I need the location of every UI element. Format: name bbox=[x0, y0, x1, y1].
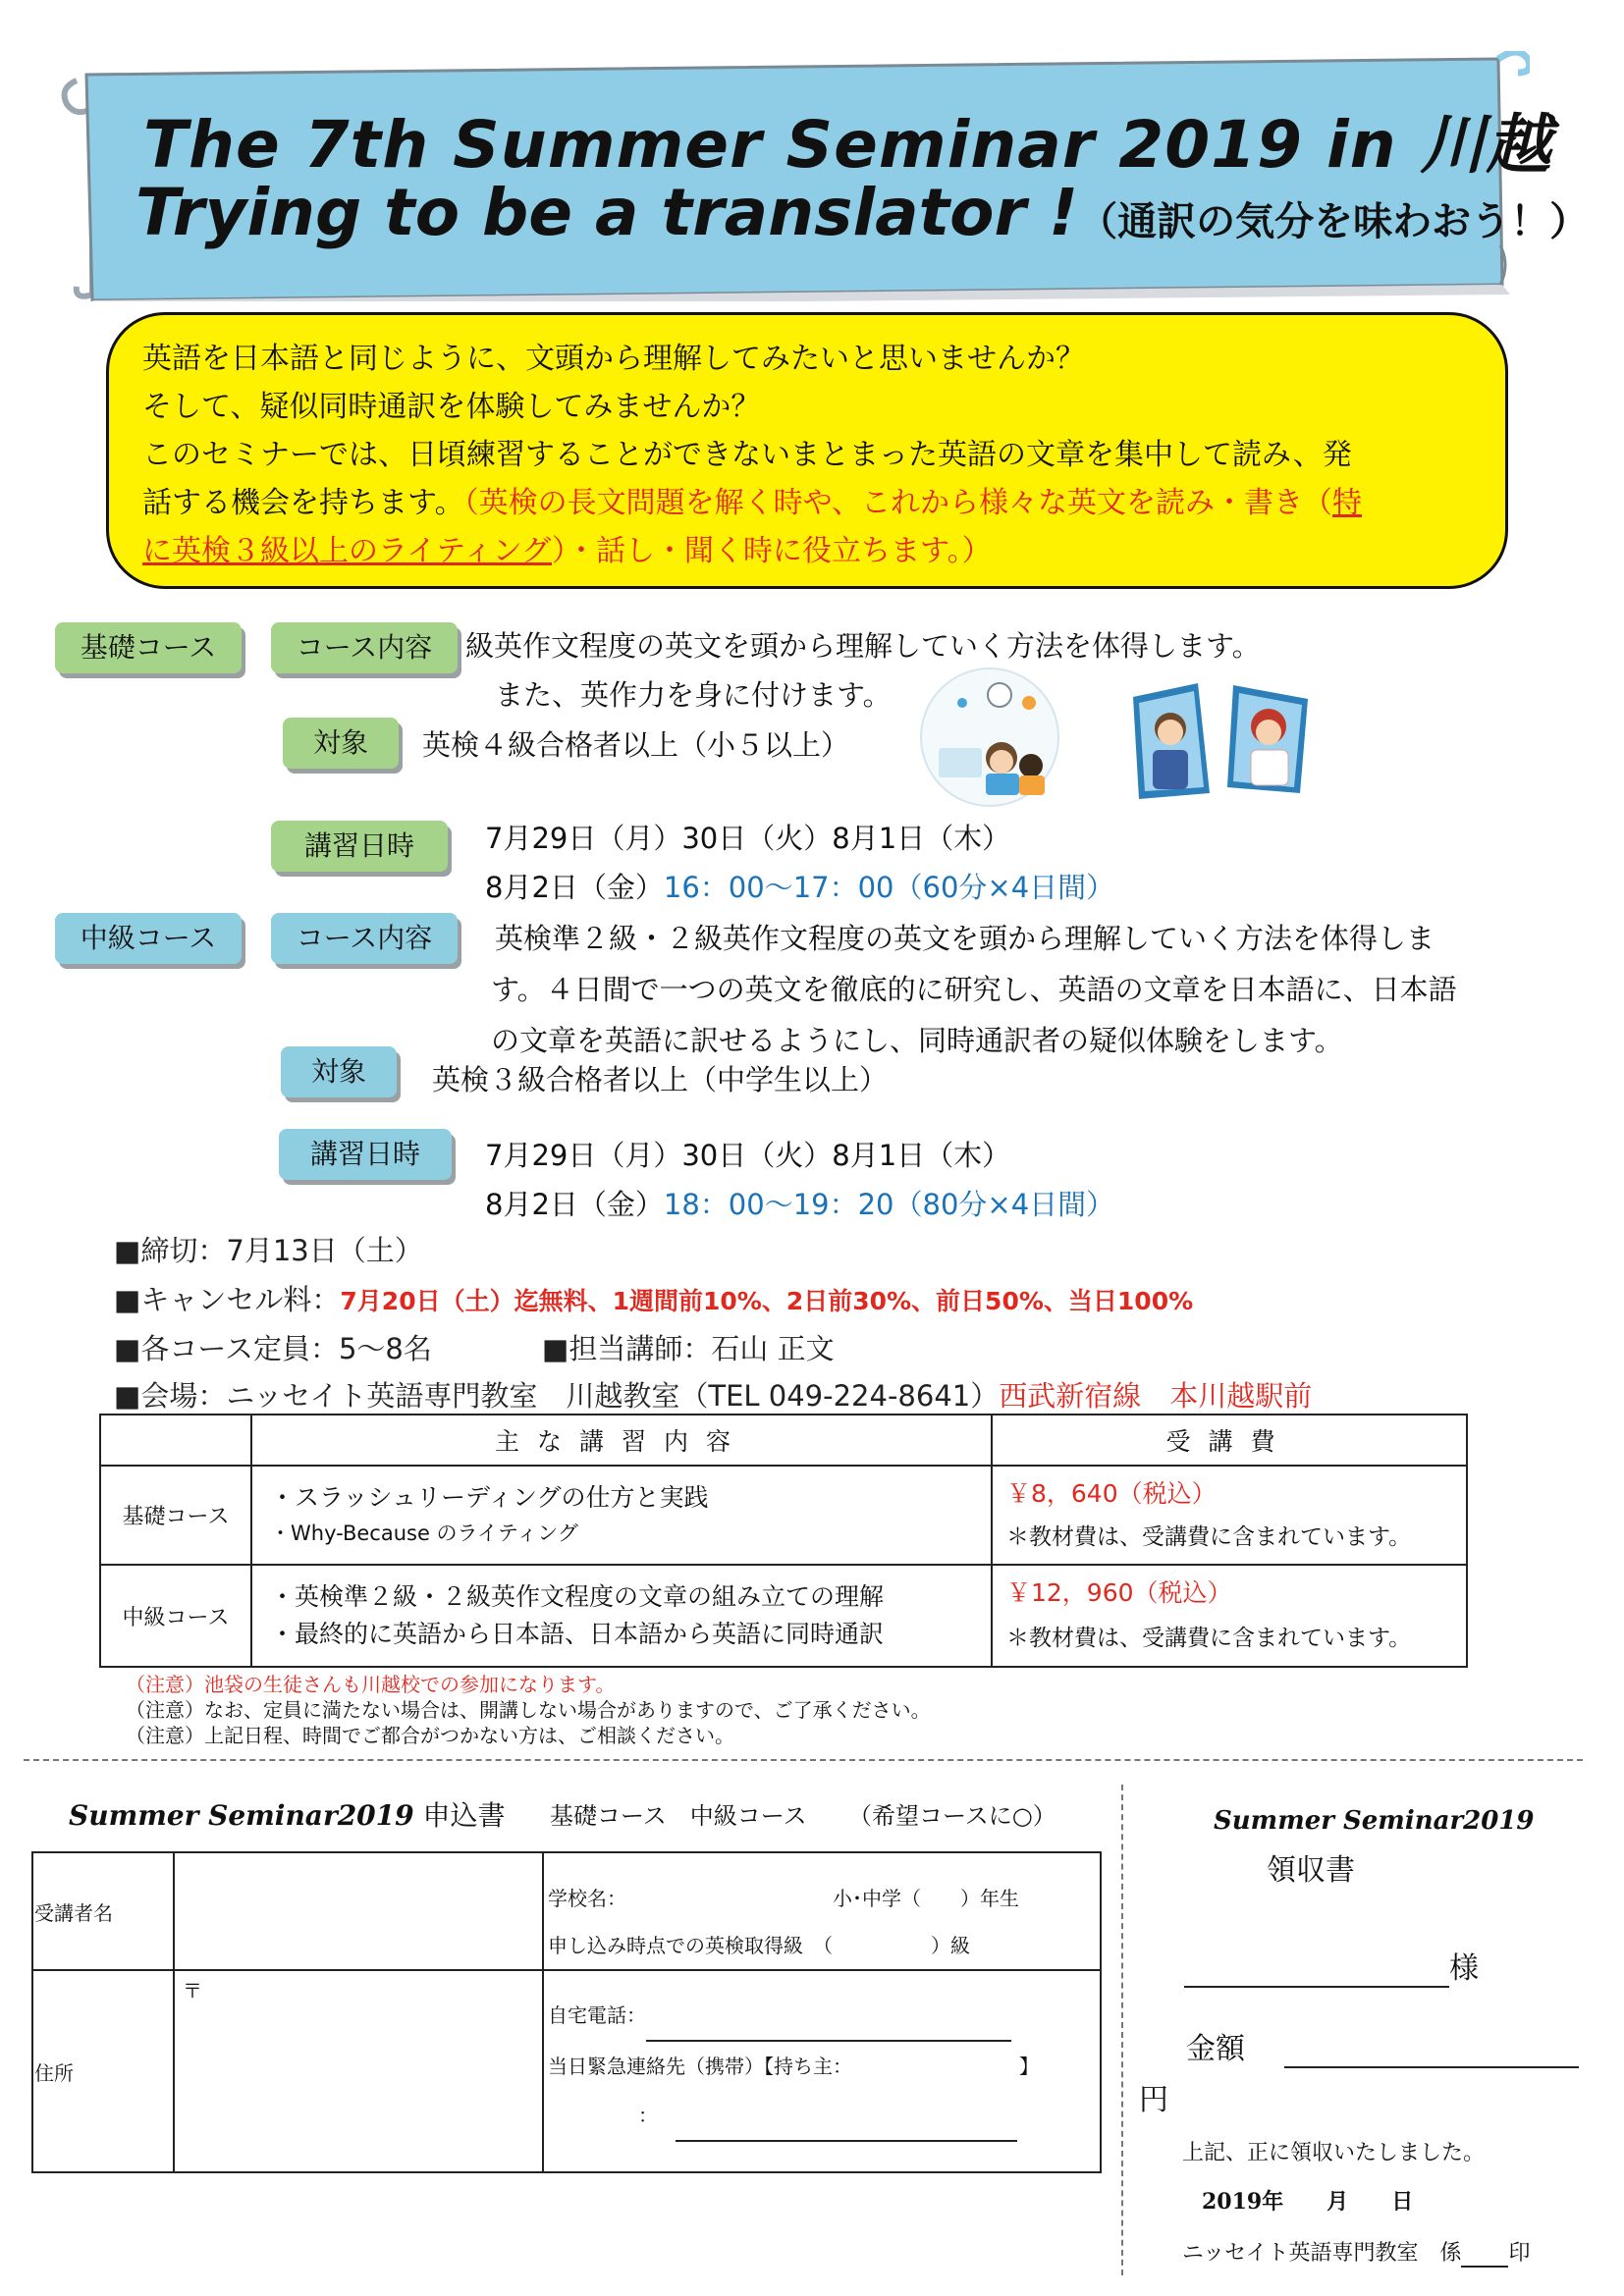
receipt-sama: 様 bbox=[1449, 1951, 1479, 1986]
application-title-en: Summer Seminar2019 bbox=[69, 1799, 414, 1832]
intermediate-content-tag: コース内容 bbox=[271, 913, 458, 964]
basic-content-line-2: また、英作力を身に付けます。 bbox=[495, 678, 892, 712]
cancel-label: ■キャンセル料： bbox=[114, 1283, 341, 1316]
receipt-name-field[interactable] bbox=[1184, 1951, 1449, 1988]
note-2: （注意）なお、定員に満たない場合は、開講しない場合がありますので、ご了承ください。 bbox=[126, 1698, 931, 1722]
home-phone-field[interactable] bbox=[646, 1991, 1011, 2042]
emergency-phone-field[interactable] bbox=[676, 2091, 1017, 2142]
intro-line-1: 英語を日本語と同じように、文頭から理解してみたいと思いませんか？ bbox=[142, 342, 1085, 376]
label-school: 学校名： bbox=[548, 1887, 626, 1910]
receipt-title-jp: 領収書 bbox=[1267, 1853, 1355, 1888]
intro-line-4-text: 話する機会を持ちます。 bbox=[142, 486, 464, 520]
fee-row-intermediate bbox=[100, 1565, 1467, 1667]
fee-row-note: ＊教材費は、受講費に含まれています。 bbox=[1006, 1626, 1412, 1651]
intermediate-date-line-2-time: 18：00～19：20（80分×4日間） bbox=[663, 1188, 1115, 1221]
deadline-text: ■締切：7月13日（土） bbox=[114, 1234, 423, 1267]
receipt-issuer: ニッセイト英語専門教室 係 bbox=[1182, 2241, 1462, 2266]
note-1: （注意）池袋の生徒さんも川越校での参加になります。 bbox=[126, 1673, 616, 1696]
application-title bbox=[69, 1794, 506, 1834]
school-line bbox=[548, 1875, 1100, 1922]
application-form bbox=[31, 1851, 1102, 2173]
intro-line-4-underline: 特 bbox=[1332, 486, 1363, 520]
emergency-phone-line bbox=[548, 2091, 1100, 2142]
cancel-text: 7月20日（土）迄無料、1週間前10%、2日前30%、前日50%、当日100% bbox=[340, 1287, 1194, 1315]
fee-row-fee bbox=[992, 1466, 1467, 1565]
fee-table bbox=[99, 1414, 1468, 1668]
capacity-text: ■各コース定員：5～8名 bbox=[114, 1332, 432, 1365]
interpreter-illustration bbox=[1125, 677, 1318, 803]
application-title-jp: 申込書 bbox=[422, 1799, 506, 1832]
fee-row-price: ￥8，640（税込） bbox=[1006, 1478, 1217, 1508]
label-home-phone: 自宅電話： bbox=[548, 2003, 646, 2027]
label-address: 住所 bbox=[32, 1970, 174, 2172]
cut-line-vertical bbox=[1121, 1785, 1123, 2275]
basic-content-tag: コース内容 bbox=[271, 622, 458, 673]
label-eiken-level[interactable]: 申し込み時点での英検取得級 （ ）級 bbox=[548, 1934, 970, 1957]
intermediate-date-line-2 bbox=[485, 1183, 1114, 1223]
basic-target-text: 英検４級合格者以上（小５以上） bbox=[422, 728, 850, 762]
application-row-address bbox=[32, 1970, 1101, 2172]
fee-table-header bbox=[100, 1415, 1467, 1466]
label-emergency-contact: 当日緊急連絡先（携帯）【持ち主： 】 bbox=[548, 2055, 1039, 2078]
intro-line-4-red: （英検の長文問題を解く時や、これから様々な英文を読み・書き（ bbox=[463, 486, 1333, 520]
home-phone-line bbox=[548, 1991, 1100, 2042]
banner-title-line1: The 7th Summer Seminar 2019 in 川越 bbox=[143, 107, 1552, 183]
receipt-amount-label: 金額 bbox=[1186, 2032, 1245, 2066]
receipt-received-text: 上記、正に領収いたしました。 bbox=[1182, 2141, 1486, 2165]
intermediate-date-line-1: 7月29日（月）30日（火）8月1日（木） bbox=[485, 1139, 1011, 1172]
banner-title-sub: （通訳の気分を味わおう！） bbox=[1078, 199, 1590, 244]
receipt-amount-field[interactable] bbox=[1284, 2032, 1579, 2068]
intro-line-2: そして、疑似同時通訳を体験してみませんか？ bbox=[142, 390, 761, 424]
intermediate-content-line-1: 英検準２級・２級英作文程度の英文を頭から理解していく方法を体得しま bbox=[495, 922, 1435, 955]
fee-row-note: ＊教材費は、受講費に含まれています。 bbox=[1006, 1523, 1412, 1550]
cut-line-horizontal bbox=[24, 1759, 1583, 1761]
application-row-name bbox=[32, 1852, 1101, 1970]
receipt-amount-line bbox=[1186, 2024, 1579, 2068]
intermediate-date-line-2-day: 8月2日（金） bbox=[485, 1188, 664, 1221]
intermediate-content-line-2: す。４日間で一つの英文を徹底的に研究し、英語の文章を日本語に、日本語 bbox=[491, 973, 1457, 1006]
receipt-yen: 円 bbox=[1139, 2083, 1168, 2117]
receipt-seal: 印 bbox=[1508, 2241, 1531, 2266]
intermediate-target-tag: 対象 bbox=[281, 1046, 397, 1097]
receipt-issuer-line bbox=[1182, 2236, 1530, 2268]
basic-date-line-2 bbox=[485, 866, 1114, 906]
intro-line-4 bbox=[142, 479, 1472, 527]
fee-row-content-1: ・英検準２級・２級英作文程度の文章の組み立ての理解 bbox=[270, 1582, 885, 1611]
intermediate-target-text: 英検３級合格者以上（中学生以上） bbox=[432, 1063, 889, 1096]
application-course-hint: （希望コースに○） bbox=[848, 1802, 1056, 1830]
receipt-staff-field[interactable] bbox=[1461, 2241, 1508, 2268]
fee-row-course: 基礎コース bbox=[100, 1466, 251, 1565]
fee-row-content-2: ・Why-Because のライティング bbox=[270, 1521, 578, 1545]
emergency-colon: ： bbox=[638, 2104, 658, 2127]
basic-date-line-1: 7月29日（月）30日（火）8月1日（木） bbox=[485, 822, 1011, 855]
teacher-text: ■担当講師：石山 正文 bbox=[542, 1332, 835, 1365]
postal-mark: 〒 bbox=[183, 1979, 202, 2002]
intermediate-content-line-3: の文章を英語に訳せるようにし、同時通訳者の疑似体験をします。 bbox=[491, 1024, 1343, 1057]
student-name-field[interactable] bbox=[174, 1852, 543, 1970]
study-illustration bbox=[913, 664, 1066, 811]
school-info-cell bbox=[543, 1852, 1101, 1970]
fee-row-content-2: ・最終的に英語から日本語、日本語から英語に同時通訳 bbox=[270, 1620, 885, 1648]
basic-content-line-1: 級英作文程度の英文を頭から理解していく方法を体得します。 bbox=[465, 629, 1261, 663]
intro-line-5-underline: に英検３級以上のライティング bbox=[142, 534, 552, 568]
address-field[interactable] bbox=[174, 1970, 543, 2172]
fee-row-price: ￥12，960（税込） bbox=[1006, 1578, 1232, 1607]
intro-line-5-red: ）・話し・聞く時に役立ちます。） bbox=[552, 534, 992, 568]
basic-date-tag: 講習日時 bbox=[271, 821, 448, 872]
label-student-name: 受講者名 bbox=[32, 1852, 174, 1970]
fee-row-course: 中級コース bbox=[100, 1565, 251, 1667]
intermediate-course-tag: 中級コース bbox=[55, 913, 242, 964]
receipt-name-line bbox=[1184, 1944, 1479, 1988]
banner-title-main: Trying to be a translator ! bbox=[135, 175, 1079, 250]
venue-line bbox=[114, 1374, 1312, 1415]
fee-header-fee: 受講費 bbox=[992, 1415, 1467, 1466]
title-banner bbox=[57, 51, 1590, 301]
receipt-title-en: Summer Seminar2019 bbox=[1214, 1806, 1535, 1836]
banner-title-line2 bbox=[135, 175, 1589, 250]
fee-row-content bbox=[251, 1466, 992, 1565]
contact-cell bbox=[543, 1970, 1101, 2172]
venue-text: ■会場：ニッセイト英語専門教室 川越教室（TEL 049-224-8641） bbox=[114, 1379, 1000, 1413]
intro-line-3: このセミナーでは、日頃練習することができないまとまった英語の文章を集中して読み、発 bbox=[142, 438, 1352, 472]
basic-date-line-2-day: 8月2日（金） bbox=[485, 871, 664, 904]
cancel-line bbox=[114, 1278, 1193, 1318]
venue-station: 西武新宿線 本川越駅前 bbox=[999, 1379, 1313, 1413]
intro-box bbox=[106, 312, 1508, 589]
receipt-date: 2019年 月 日 bbox=[1202, 2189, 1414, 2215]
fee-table-corner bbox=[100, 1415, 251, 1466]
label-grade[interactable]: 小･中学（ ）年生 bbox=[833, 1887, 1019, 1910]
intermediate-date-tag: 講習日時 bbox=[279, 1129, 452, 1180]
note-3: （注意）上記日程、時間でご都合がつかない方は、ご相談ください。 bbox=[126, 1724, 734, 1747]
basic-target-tag: 対象 bbox=[283, 718, 399, 769]
fee-row-content-1: ・スラッシュリーディングの仕方と実践 bbox=[270, 1482, 709, 1512]
fee-row-content bbox=[251, 1565, 992, 1667]
fee-header-content: 主な講習内容 bbox=[251, 1415, 992, 1466]
fee-row-basic bbox=[100, 1466, 1467, 1565]
basic-course-tag: 基礎コース bbox=[55, 622, 242, 673]
basic-date-line-2-time: 16：00～17：00（60分×4日間） bbox=[663, 871, 1115, 904]
application-course-choices[interactable]: 基礎コース 中級コース bbox=[550, 1802, 807, 1830]
fee-row-fee bbox=[992, 1565, 1467, 1667]
intro-line-5 bbox=[142, 527, 1472, 575]
